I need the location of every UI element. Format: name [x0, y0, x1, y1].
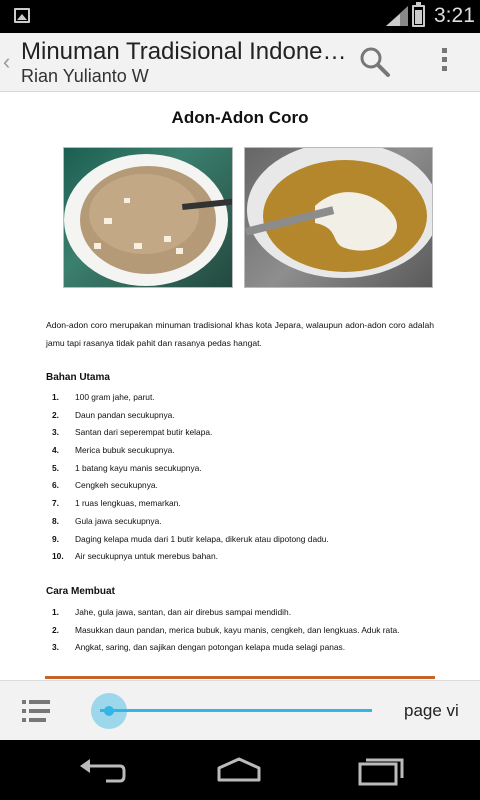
up-chevron-icon[interactable]: ‹: [3, 49, 11, 74]
list-item: 6. Cengkeh secukupnya.: [52, 480, 158, 491]
picture-notification-icon: [14, 8, 30, 23]
document-page[interactable]: [0, 92, 480, 680]
photo-adon-coro-bowl: [63, 147, 233, 288]
page-label: page vi: [404, 701, 459, 720]
list-item: 3. Santan dari seperempat butir kelapa.: [52, 427, 213, 438]
list-item: 9. Daging kelapa muda dari 1 butir kelapa, dikeruk atau dipotong dadu.: [52, 533, 329, 544]
battery-icon: [412, 5, 425, 27]
page-slider-thumb[interactable]: [104, 706, 114, 716]
back-icon[interactable]: [76, 754, 126, 786]
status-bar: [0, 0, 480, 33]
status-time: 3:21: [434, 4, 475, 27]
list-item: 1. 100 gram jahe, parut.: [52, 392, 155, 402]
list-item: 5. 1 batang kayu manis secukupnya.: [52, 462, 202, 473]
cara-heading: Cara Membuat: [46, 586, 115, 597]
cara-list: [52, 606, 436, 659]
table-of-contents-icon[interactable]: [22, 698, 50, 724]
list-item: 10. Air secukupnya untuk merebus bahan.: [52, 551, 218, 562]
signal-icon: [386, 6, 408, 26]
search-icon[interactable]: [358, 45, 392, 79]
list-item: 1. Jahe, gula jawa, santan, dan air direbus sampai mendidih.: [52, 607, 292, 617]
overflow-menu-icon[interactable]: [436, 45, 452, 79]
bahan-list: [52, 391, 436, 568]
book-title[interactable]: Minuman Tradisional Indone…: [21, 38, 347, 65]
navigation-bar: [0, 740, 480, 800]
intro-paragraph: Adon-adon coro merupakan minuman tradisional khas kota Jepara, walaupun adon-adon coro adalah jamu tapi rasanya tidak pahit dan rasanya pedas hangat.: [46, 320, 434, 348]
list-item: 3. Angkat, saring, dan sajikan dengan potongan kelapa muda selagi panas.: [52, 642, 346, 653]
page-divider: [45, 676, 435, 679]
list-item: 2. Masukkan daun pandan, merica bubuk, kayu manis, cengkeh, dan lengkuas. Aduk rata.: [52, 624, 400, 635]
list-item: 7. 1 ruas lengkuas, memarkan.: [52, 498, 181, 509]
list-item: 8. Gula jawa secukupnya.: [52, 515, 162, 526]
reader-bottom-bar: [0, 680, 480, 740]
page-title: Adon-Adon Coro: [171, 108, 309, 127]
action-bar: [0, 33, 480, 92]
page-slider-track[interactable]: [100, 709, 372, 712]
bahan-heading: Bahan Utama: [46, 372, 110, 383]
photo-adon-coro-santan: [244, 147, 433, 288]
book-author: Rian Yulianto W: [21, 66, 149, 86]
list-item: 2. Daun pandan secukupnya.: [52, 409, 175, 420]
home-icon[interactable]: [214, 754, 264, 786]
list-item: 4. Merica bubuk secukupnya.: [52, 445, 175, 456]
recent-apps-icon[interactable]: [356, 754, 406, 786]
